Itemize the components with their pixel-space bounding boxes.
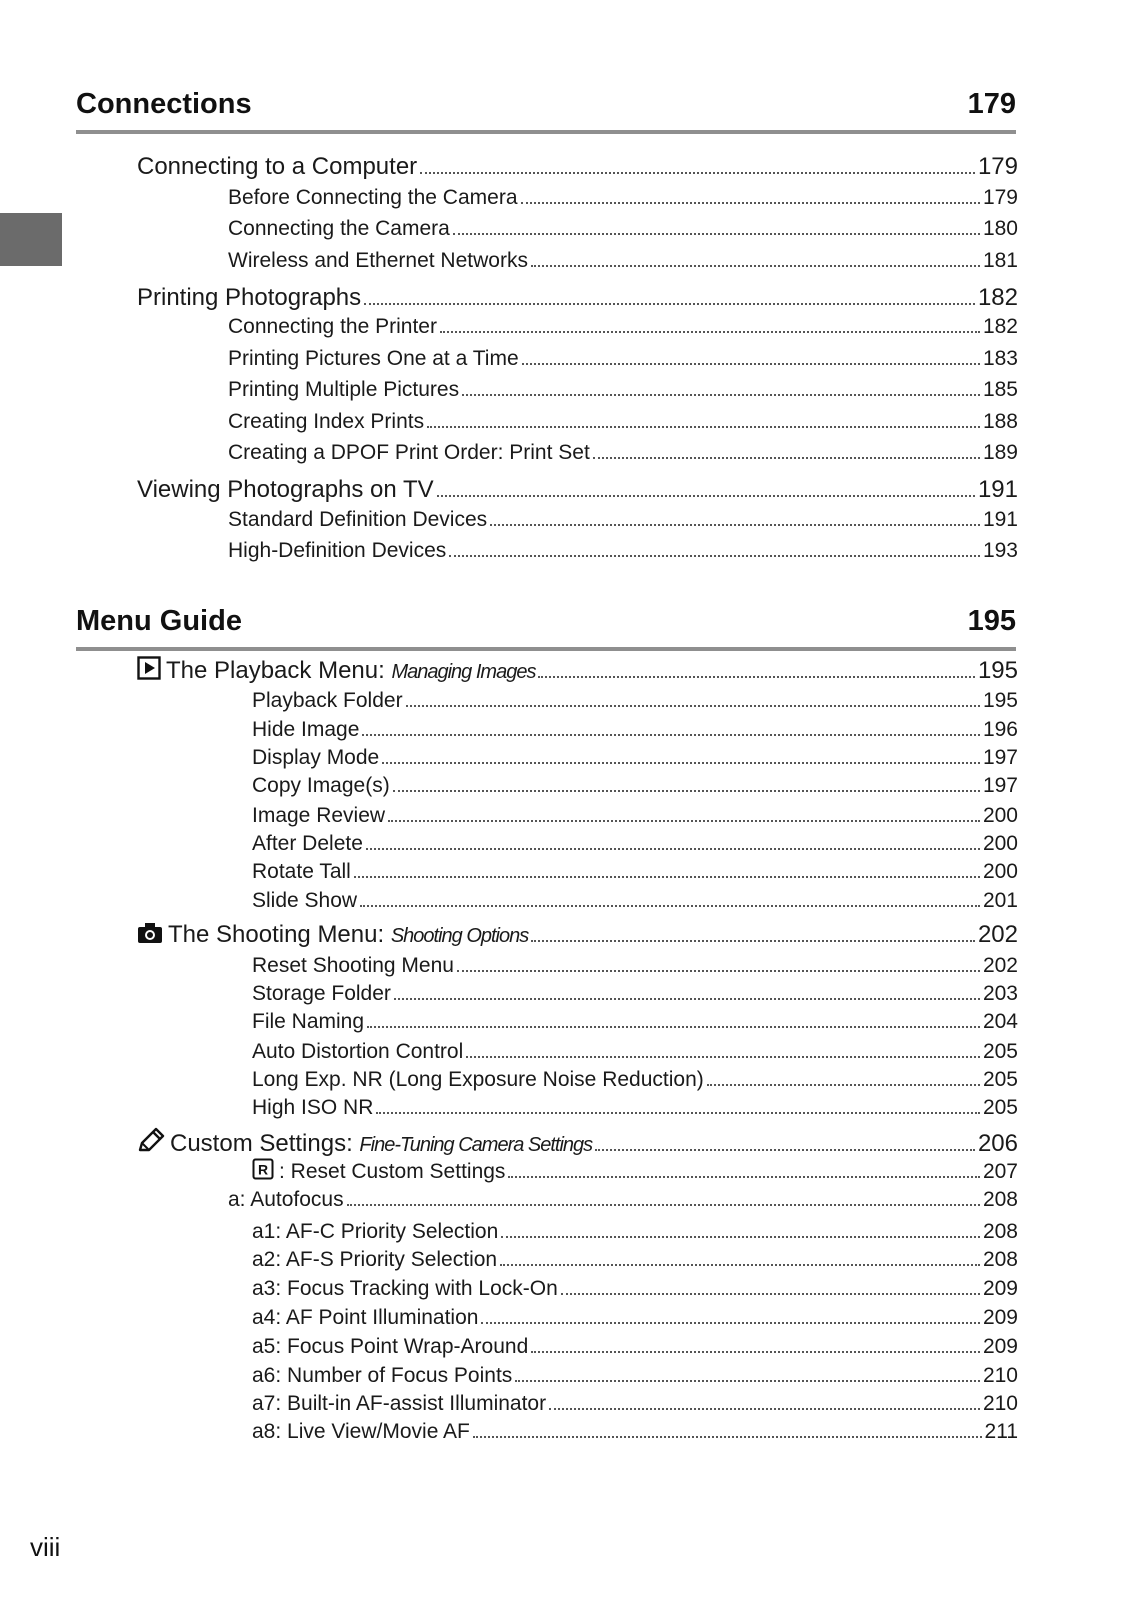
dot-leader — [466, 1055, 980, 1058]
toc-entry-page: 208 — [982, 1248, 1018, 1271]
toc-entry-label — [137, 283, 361, 313]
toc-entry-text: Slide Show — [252, 889, 358, 912]
dot-leader — [393, 789, 980, 792]
toc-entry — [137, 656, 1018, 686]
toc-entry — [252, 1158, 1018, 1186]
toc-entry-label — [252, 858, 351, 886]
dot-leader — [538, 675, 975, 678]
toc-entry — [252, 1218, 1018, 1246]
toc-entry-text: Connecting the Camera — [228, 217, 450, 240]
chapter-side-tab — [0, 213, 62, 266]
dot-leader — [500, 1263, 980, 1266]
dot-leader — [531, 264, 980, 267]
toc-entry-page: 209 — [982, 1335, 1018, 1358]
section-page-number: 195 — [967, 605, 1016, 637]
dot-leader — [388, 819, 980, 822]
toc-entry-text: High-Definition Devices — [228, 539, 447, 562]
toc-entry — [228, 376, 1018, 404]
dot-leader — [593, 456, 980, 459]
toc-entry-text: The Shooting Menu: — [168, 921, 391, 948]
toc-entry-label — [252, 802, 385, 830]
toc-entry-label — [228, 439, 590, 467]
toc-entry-page: 208 — [982, 1220, 1018, 1243]
toc-entry-text: a3: Focus Tracking with Lock-On — [252, 1277, 558, 1300]
toc-entry-label — [252, 980, 391, 1008]
toc-entry-text: Storage Folder — [252, 982, 391, 1005]
dot-leader — [473, 1435, 982, 1438]
dot-leader — [427, 425, 980, 428]
toc-entry-text: Printing Pictures One at a Time — [228, 347, 519, 370]
toc-entry-subtitle: Managing Images — [391, 661, 536, 683]
dot-leader — [561, 1292, 980, 1295]
toc-entry — [252, 1066, 1018, 1094]
toc-entry-label — [252, 1275, 558, 1303]
toc-entry-label — [228, 506, 487, 534]
dot-leader — [382, 761, 980, 764]
toc-entry-page: 202 — [977, 921, 1018, 948]
toc-entry-text: Before Connecting the Camera — [228, 186, 518, 209]
dot-leader — [347, 1203, 980, 1206]
dot-leader — [362, 733, 980, 736]
toc-entry-text: a7: Built-in AF-assist Illuminator — [252, 1392, 547, 1415]
custom-settings-pencil-icon — [137, 1127, 165, 1161]
dot-leader — [449, 554, 980, 557]
toc-entry — [228, 439, 1018, 467]
toc-entry — [252, 1390, 1018, 1418]
toc-entry-text: Creating a DPOF Print Order: Print Set — [228, 441, 590, 464]
toc-entry-page: 188 — [982, 410, 1018, 433]
toc-entry-label — [252, 744, 379, 772]
toc-entry — [252, 716, 1018, 744]
toc-entry-text: Printing Photographs — [137, 284, 362, 311]
toc-entry-page: 196 — [982, 718, 1018, 741]
section-heading-menu-guide — [76, 603, 1016, 659]
dot-leader — [490, 523, 980, 526]
toc-entry-page: 210 — [982, 1364, 1018, 1387]
toc-entry-text: Auto Distortion Control — [252, 1040, 464, 1063]
toc-entry-page: 205 — [982, 1096, 1018, 1119]
toc-entry-page: 191 — [982, 508, 1018, 531]
dot-leader — [457, 969, 980, 972]
dot-leader — [364, 302, 975, 305]
dot-leader — [531, 1350, 980, 1353]
toc-entry — [228, 247, 1018, 275]
toc-entry-label — [252, 1246, 497, 1274]
toc-entry-label — [252, 1362, 512, 1390]
reset-r-icon — [252, 1158, 274, 1188]
toc-entry — [252, 1094, 1018, 1122]
svg-text:R: R — [257, 1161, 269, 1178]
toc-entry — [252, 980, 1018, 1008]
toc-entry-label — [228, 408, 424, 436]
toc-entry — [228, 537, 1018, 565]
toc-entry — [252, 1246, 1018, 1274]
toc-entry-page: 200 — [982, 860, 1018, 883]
toc-entry-text: High ISO NR — [252, 1096, 374, 1119]
toc-entry — [252, 887, 1018, 915]
section-rule — [76, 130, 1016, 134]
toc-entry-page: 179 — [982, 186, 1018, 209]
section-title: Menu Guide — [76, 605, 242, 637]
toc-entry-label — [252, 1333, 528, 1361]
toc-entry-page: 200 — [982, 832, 1018, 855]
toc-entry-label — [137, 920, 528, 952]
toc-entry-page: 180 — [982, 217, 1018, 240]
toc-entry-page: 179 — [977, 153, 1018, 180]
toc-entry — [228, 1186, 1018, 1214]
toc-entry-page: 189 — [982, 441, 1018, 464]
toc-entry-page: 195 — [982, 689, 1018, 712]
toc-entry-text: a6: Number of Focus Points — [252, 1364, 513, 1387]
toc-entry — [228, 184, 1018, 212]
dot-leader — [360, 904, 980, 907]
toc-entry-page: 197 — [982, 774, 1018, 797]
toc-entry-label — [252, 1218, 498, 1246]
toc-entry-page: 205 — [982, 1068, 1018, 1091]
toc-entry-label — [252, 1390, 546, 1418]
toc-entry — [228, 345, 1018, 373]
toc-entry — [252, 1008, 1018, 1036]
dot-leader — [462, 393, 980, 396]
toc-entry-page: 193 — [982, 539, 1018, 562]
toc-entry-text: Connecting the Printer — [228, 315, 437, 338]
toc-entry-label — [252, 1158, 505, 1188]
toc-entry-text: File Naming — [252, 1010, 365, 1033]
toc-entry — [252, 1333, 1018, 1361]
dot-leader — [522, 362, 980, 365]
toc-entry-page: 201 — [982, 889, 1018, 912]
toc-entry-page: 207 — [982, 1160, 1018, 1183]
toc-entry-label — [252, 1066, 704, 1094]
toc-entry — [228, 215, 1018, 243]
toc-entry-label — [252, 1304, 478, 1332]
toc-entry — [252, 1418, 1018, 1446]
toc-entry-label — [228, 537, 446, 565]
toc-entry-text: Playback Folder — [252, 689, 403, 712]
toc-entry-label — [252, 1038, 463, 1066]
toc-entry-label — [137, 152, 417, 182]
toc-entry-page: 195 — [977, 657, 1018, 684]
toc-entry-page: 210 — [982, 1392, 1018, 1415]
toc-entry-text: Printing Multiple Pictures — [228, 378, 460, 401]
toc-entry-text: Creating Index Prints — [228, 410, 425, 433]
dot-leader — [501, 1235, 980, 1238]
toc-entry-text: After Delete — [252, 832, 363, 855]
toc-entry-page: 182 — [982, 315, 1018, 338]
toc-entry — [252, 1362, 1018, 1390]
toc-entry-text: Connecting to a Computer — [137, 153, 418, 180]
toc-entry-label — [252, 687, 403, 715]
toc-entry-text: a4: AF Point Illumination — [252, 1306, 479, 1329]
toc-entry-text: a1: AF-C Priority Selection — [252, 1220, 499, 1243]
toc-entry-text: Standard Definition Devices — [228, 508, 488, 531]
page-number: viii — [30, 1532, 61, 1562]
toc-entry-label — [228, 1186, 344, 1214]
toc-entry-label — [228, 184, 518, 212]
toc-entry — [252, 952, 1018, 980]
toc-entry — [252, 858, 1018, 886]
dot-leader — [515, 1379, 980, 1382]
toc-entry-text: a: Autofocus — [228, 1188, 344, 1211]
toc-entry — [252, 802, 1018, 830]
playback-menu-icon — [137, 656, 161, 688]
toc-entry-page: 197 — [982, 746, 1018, 769]
toc-entry — [137, 920, 1018, 950]
toc-entry-text: Reset Shooting Menu — [252, 954, 454, 977]
toc-entry-label — [137, 1127, 592, 1161]
dot-leader — [595, 1148, 975, 1151]
toc-entry-page: 203 — [982, 982, 1018, 1005]
toc-entry-text: : Reset Custom Settings — [279, 1160, 506, 1183]
dot-leader — [549, 1407, 980, 1410]
toc-entry-text: Display Mode — [252, 746, 380, 769]
toc-entry-label — [228, 313, 437, 341]
dot-leader — [367, 1025, 980, 1028]
dot-leader — [707, 1083, 980, 1086]
dot-leader — [440, 330, 980, 333]
toc-entry-page: 209 — [982, 1277, 1018, 1300]
toc-entry-text: a8: Live View/Movie AF — [252, 1420, 470, 1443]
toc-entry — [137, 475, 1018, 505]
toc-entry — [252, 1275, 1018, 1303]
toc-entry-page: 204 — [982, 1010, 1018, 1033]
toc-entry — [228, 506, 1018, 534]
toc-entry-text: Image Review — [252, 804, 386, 827]
toc-entry-page: 200 — [982, 804, 1018, 827]
dot-leader — [394, 997, 980, 1000]
toc-entry-text: a2: AF-S Priority Selection — [252, 1248, 498, 1271]
toc-entry-page: 202 — [982, 954, 1018, 977]
toc-entry-label — [252, 1008, 364, 1036]
section-rule — [76, 647, 1016, 651]
toc-entry-label — [252, 952, 454, 980]
toc-entry-subtitle: Shooting Options — [390, 925, 529, 947]
toc-entry-page: 205 — [982, 1040, 1018, 1063]
shooting-menu-icon — [137, 922, 163, 952]
toc-entry-text: Viewing Photographs on TV — [137, 476, 434, 503]
dot-leader — [376, 1111, 980, 1114]
toc-entry-text: a5: Focus Point Wrap-Around — [252, 1335, 529, 1358]
dot-leader — [420, 171, 975, 174]
toc-entry-text: Hide Image — [252, 718, 360, 741]
dot-leader — [508, 1175, 980, 1178]
toc-entry-label — [252, 887, 357, 915]
toc-entry-text: The Playback Menu: — [166, 657, 392, 684]
toc-entry-label — [137, 475, 434, 505]
toc-entry — [137, 1127, 1018, 1157]
toc-entry-text: Long Exp. NR (Long Exposure Noise Reduction) — [252, 1068, 704, 1091]
toc-entry-page: 208 — [982, 1188, 1018, 1211]
toc-entry-label — [228, 376, 459, 404]
toc-entry-text: Wireless and Ethernet Networks — [228, 249, 528, 272]
toc-entry-label — [252, 716, 359, 744]
dot-leader — [406, 704, 980, 707]
toc-entry — [137, 283, 1018, 313]
toc-entry — [252, 772, 1018, 800]
toc-entry — [228, 313, 1018, 341]
toc-entry-page: 185 — [982, 378, 1018, 401]
toc-entry-label — [252, 772, 390, 800]
toc-entry-page: 183 — [982, 347, 1018, 370]
toc-entry-label — [228, 215, 450, 243]
toc-entry-label — [137, 656, 535, 688]
toc-entry-page: 182 — [977, 284, 1018, 311]
toc-entry-label — [228, 345, 519, 373]
dot-leader — [531, 939, 975, 942]
dot-leader — [354, 875, 980, 878]
toc-entry-label — [252, 1094, 373, 1122]
toc-entry-label — [252, 1418, 470, 1446]
toc-entry — [252, 1304, 1018, 1332]
dot-leader — [481, 1321, 979, 1324]
toc-entry — [252, 744, 1018, 772]
toc-entry-page: 209 — [982, 1306, 1018, 1329]
toc-entry — [228, 408, 1018, 436]
toc-entry-label — [252, 830, 363, 858]
toc-entry-page: 206 — [977, 1130, 1018, 1157]
section-heading-connections — [76, 86, 1016, 142]
dot-leader — [453, 232, 980, 235]
dot-leader — [366, 847, 980, 850]
toc-entry-page: 211 — [984, 1420, 1018, 1443]
toc-entry-page: 191 — [977, 476, 1018, 503]
dot-leader — [437, 494, 975, 497]
toc-entry-page: 181 — [982, 249, 1018, 272]
toc-entry — [252, 687, 1018, 715]
dot-leader — [521, 201, 980, 204]
toc-entry-subtitle: Fine-Tuning Camera Settings — [359, 1134, 593, 1156]
toc-entry — [252, 1038, 1018, 1066]
toc-entry-text: Rotate Tall — [252, 860, 351, 883]
toc-entry-label — [228, 247, 528, 275]
section-page-number: 179 — [967, 88, 1016, 120]
toc-entry — [252, 830, 1018, 858]
toc-entry-text: Custom Settings: — [170, 1130, 360, 1157]
toc-entry — [137, 152, 1018, 182]
section-title: Connections — [76, 88, 252, 120]
toc-entry-text: Copy Image(s) — [252, 774, 390, 797]
